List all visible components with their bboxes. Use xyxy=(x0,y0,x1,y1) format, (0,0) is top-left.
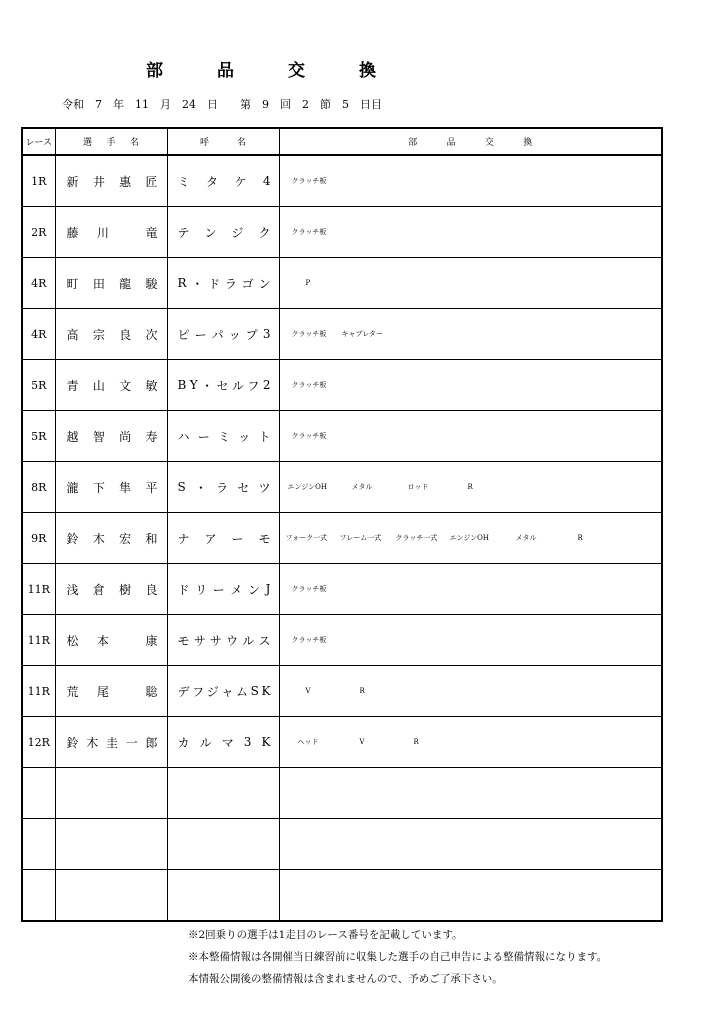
title-char: 換 xyxy=(359,61,376,81)
player-name-char: 松 xyxy=(66,633,79,648)
header-char: 手 xyxy=(106,138,116,148)
race-number: 11R xyxy=(22,666,55,717)
part-item: フレーム一式 xyxy=(339,534,382,542)
parts-list xyxy=(279,819,662,870)
player-name-char: 青 xyxy=(66,378,79,393)
call-name-char: 2 xyxy=(262,378,271,392)
player-name-char: 駿 xyxy=(145,276,158,291)
title-char: 品 xyxy=(217,61,234,81)
part-item: R xyxy=(577,534,583,542)
player-name-char: 倉 xyxy=(92,582,105,597)
player-name-char: 木 xyxy=(86,735,99,750)
race-number xyxy=(22,819,55,870)
call-name xyxy=(167,513,279,564)
header-char: 交 xyxy=(484,138,494,148)
call-name-char: ジ xyxy=(206,684,219,699)
player-name-char: 川 xyxy=(96,225,109,240)
player-name-char: 竜 xyxy=(145,225,158,240)
player-name xyxy=(55,870,167,922)
call-name-char: ・ xyxy=(191,276,204,291)
race-number: 2R xyxy=(22,207,55,258)
table-row xyxy=(22,666,662,717)
player-name-char: 聡 xyxy=(145,684,158,699)
header-char: 選 xyxy=(83,138,93,148)
call-name-char: ハ xyxy=(177,429,190,444)
player-name xyxy=(55,819,167,870)
player-name-char: 鈴 xyxy=(66,531,79,546)
player-name-char: 越 xyxy=(66,429,79,444)
part-item: R xyxy=(359,687,365,695)
call-name-char: セ xyxy=(237,480,250,495)
player-name-char: 隼 xyxy=(119,480,132,495)
call-name xyxy=(167,360,279,411)
player-name-char: 良 xyxy=(119,327,132,342)
call-name-char: マ xyxy=(221,735,234,750)
player-name-char: 木 xyxy=(92,531,105,546)
player-name-char: 町 xyxy=(66,276,79,291)
race-number: 11R xyxy=(22,615,55,666)
player-name xyxy=(55,513,167,564)
player-name xyxy=(55,411,167,462)
part-item: V xyxy=(359,738,365,746)
call-name-char: S xyxy=(177,480,186,494)
part-item: ヘッド xyxy=(297,738,319,746)
header-char: 部 xyxy=(408,138,418,148)
call-name-char: ル xyxy=(231,378,244,393)
part-item: クラッチ板 xyxy=(291,177,327,185)
parts-list xyxy=(279,717,662,768)
race-number: 5R xyxy=(22,360,55,411)
player-name-char: 匠 xyxy=(145,174,158,189)
race-number: 9R xyxy=(22,513,55,564)
player-name-char: 荒 xyxy=(66,684,79,699)
player-name-char: 宏 xyxy=(119,531,132,546)
call-name-char: ・ xyxy=(194,480,207,495)
player-name-char: 康 xyxy=(145,633,158,648)
race-number: 5R xyxy=(22,411,55,462)
parts-list xyxy=(279,258,662,309)
parts-list xyxy=(279,615,662,666)
call-name-char: ス xyxy=(258,633,271,648)
parts-list xyxy=(279,768,662,819)
player-name-char: 瀧 xyxy=(66,480,79,495)
header-call xyxy=(167,128,279,155)
header-parts xyxy=(279,128,662,155)
player-name-char: 浅 xyxy=(66,582,79,597)
call-name xyxy=(167,870,279,922)
header-row xyxy=(22,128,662,155)
call-name-char: B xyxy=(177,378,187,392)
call-name-char: セ xyxy=(216,378,229,393)
player-name-char: 鈴 xyxy=(66,735,79,750)
race-number xyxy=(22,768,55,819)
call-name-char: 4 xyxy=(262,174,271,188)
header-char: 品 xyxy=(446,138,456,148)
table-row xyxy=(22,717,662,768)
player-name-char: 高 xyxy=(66,327,79,342)
call-name-char: ア xyxy=(204,531,217,546)
call-name xyxy=(167,155,279,207)
call-name-char: ル xyxy=(242,633,255,648)
player-name-char: 郎 xyxy=(145,735,158,750)
title-char: 交 xyxy=(288,61,305,81)
player-name-char: 新 xyxy=(66,174,79,189)
part-item: キャブレター xyxy=(341,330,383,338)
call-name-char: ミ xyxy=(217,429,230,444)
table-row xyxy=(22,513,662,564)
call-name-char: フ xyxy=(192,684,205,699)
table-body xyxy=(22,155,662,921)
call-name-char: S xyxy=(250,684,259,698)
race-number: 12R xyxy=(22,717,55,768)
player-name-char: 田 xyxy=(92,276,105,291)
player-name xyxy=(55,207,167,258)
call-name-char: R xyxy=(177,276,187,290)
call-name-char: ウ xyxy=(226,633,239,648)
parts-list xyxy=(279,309,662,360)
call-name-char: ー xyxy=(231,531,244,546)
part-item: メタル xyxy=(351,483,373,491)
call-name-char: ラ xyxy=(216,480,229,495)
table-row xyxy=(22,309,662,360)
call-name-char: ー xyxy=(197,429,210,444)
call-name-char: ル xyxy=(199,735,212,750)
table-row xyxy=(22,615,662,666)
table-row xyxy=(22,462,662,513)
call-name-char: ケ xyxy=(234,174,247,189)
notes xyxy=(188,924,607,990)
call-name-char: プ xyxy=(245,327,258,342)
part-item: R xyxy=(413,738,419,746)
table-row xyxy=(22,155,662,207)
part-item: V xyxy=(305,687,311,695)
player-name-char: 次 xyxy=(145,327,158,342)
part-item: ロッド xyxy=(407,483,429,491)
parts-list xyxy=(279,564,662,615)
part-item: クラッチ板 xyxy=(291,381,327,389)
parts-list xyxy=(279,462,662,513)
call-name-char: ン xyxy=(258,276,271,291)
player-name-char: 山 xyxy=(92,378,105,393)
call-name xyxy=(167,666,279,717)
call-name-char: モ xyxy=(177,633,190,648)
call-name-char: テ xyxy=(177,225,190,240)
race-number: 4R xyxy=(22,258,55,309)
parts-list xyxy=(279,360,662,411)
call-name-char: ン xyxy=(248,582,261,597)
date-line: 令和 7 年 11 月 24 日 第 9 回 2 節 5 日目 xyxy=(62,98,382,111)
call-name-char: ラ xyxy=(224,276,237,291)
call-name-char: ナ xyxy=(177,531,190,546)
call-name-char: タ xyxy=(205,174,218,189)
part-item: クラッチ板 xyxy=(291,636,327,644)
parts-exchange-table xyxy=(21,127,663,922)
call-name xyxy=(167,462,279,513)
player-name xyxy=(55,768,167,819)
parts-list xyxy=(279,207,662,258)
race-number: 11R xyxy=(22,564,55,615)
call-name-char: サ xyxy=(209,633,222,648)
call-name-char: ッ xyxy=(238,429,251,444)
player-name xyxy=(55,155,167,207)
player-name-char: 一 xyxy=(125,735,138,750)
player-name xyxy=(55,666,167,717)
player-name-char: 本 xyxy=(96,633,109,648)
player-name xyxy=(55,462,167,513)
call-name xyxy=(167,768,279,819)
call-name-char: モ xyxy=(258,531,271,546)
player-name-char: 圭 xyxy=(105,735,118,750)
race-number: 4R xyxy=(22,309,55,360)
header-char: 名 xyxy=(129,138,139,148)
race-number: 1R xyxy=(22,155,55,207)
call-name xyxy=(167,564,279,615)
note-line: 本情報公開後の整備情報は含まれませんので、予めご了承下さい。 xyxy=(188,973,503,985)
header-char: 名 xyxy=(236,138,246,148)
player-name-char: 惠 xyxy=(119,174,132,189)
player-name-char: 寿 xyxy=(145,429,158,444)
player-name xyxy=(55,309,167,360)
call-name-char: ・ xyxy=(201,378,214,393)
part-item: エンジンOH xyxy=(287,483,327,491)
call-name-char: ゴ xyxy=(241,276,254,291)
page-title xyxy=(146,56,376,81)
player-name-char: 平 xyxy=(145,480,158,495)
parts-list xyxy=(279,666,662,717)
player-name-char: 藤 xyxy=(66,225,79,240)
player-name-char: 尚 xyxy=(119,429,132,444)
call-name-char: カ xyxy=(177,735,190,750)
table-row xyxy=(22,768,662,819)
table-row xyxy=(22,870,662,922)
part-item: クラッチ板 xyxy=(291,432,327,440)
call-name-char: ミ xyxy=(177,174,190,189)
table-row xyxy=(22,819,662,870)
player-name xyxy=(55,564,167,615)
part-item: P xyxy=(305,279,311,287)
race-number xyxy=(22,870,55,922)
call-name-char: ト xyxy=(258,429,271,444)
table-row xyxy=(22,207,662,258)
player-name-char: 宗 xyxy=(92,327,105,342)
part-item: R xyxy=(467,483,473,491)
call-name xyxy=(167,819,279,870)
player-name-char: 良 xyxy=(145,582,158,597)
call-name xyxy=(167,615,279,666)
call-name-char: Y xyxy=(189,378,198,392)
note-line: ※2回乗りの選手は1走目のレース番号を記載しています。 xyxy=(188,929,463,941)
call-name-char: パ xyxy=(211,327,224,342)
call-name xyxy=(167,411,279,462)
player-name-char: 敏 xyxy=(145,378,158,393)
player-name-char: 下 xyxy=(92,480,105,495)
player-name-char: 智 xyxy=(92,429,105,444)
player-name-char: 尾 xyxy=(96,684,109,699)
call-name-char: ャ xyxy=(221,684,234,699)
call-name-char: リ xyxy=(195,582,208,597)
part-item: エンジンOH xyxy=(449,534,489,542)
call-name-char: ド xyxy=(177,582,190,597)
table-row xyxy=(22,564,662,615)
player-name xyxy=(55,717,167,768)
call-name-char: 3 xyxy=(243,735,252,749)
part-item: フォーク一式 xyxy=(285,534,328,542)
call-name-char: ッ xyxy=(228,327,241,342)
race-number: 8R xyxy=(22,462,55,513)
call-name-char: ピ xyxy=(177,327,190,342)
call-name xyxy=(167,309,279,360)
parts-list xyxy=(279,155,662,207)
call-name-char: フ xyxy=(247,378,260,393)
call-name-char: ー xyxy=(194,327,207,342)
call-name xyxy=(167,258,279,309)
call-name-char: ム xyxy=(236,684,249,699)
title-char: 部 xyxy=(146,61,163,81)
call-name-char: K xyxy=(261,735,271,749)
player-name-char: 井 xyxy=(92,174,105,189)
part-item: クラッチ板 xyxy=(291,585,327,593)
header-char: 呼 xyxy=(200,138,210,148)
player-name xyxy=(55,615,167,666)
call-name xyxy=(167,717,279,768)
player-name-char: 和 xyxy=(145,531,158,546)
call-name xyxy=(167,207,279,258)
parts-list xyxy=(279,513,662,564)
player-name-char: 文 xyxy=(119,378,132,393)
note-line: ※本整備情報は各開催当日練習前に収集した選手の自己申告による整備情報になります。 xyxy=(188,951,608,963)
part-item: クラッチ一式 xyxy=(395,534,438,542)
player-name xyxy=(55,258,167,309)
call-name-char: 3 xyxy=(262,327,271,341)
call-name-char: ー xyxy=(212,582,225,597)
call-name-char: J xyxy=(265,582,271,596)
player-name-char: 龍 xyxy=(119,276,132,291)
call-name-char: ツ xyxy=(258,480,271,495)
call-name-char: ン xyxy=(204,225,217,240)
table-row xyxy=(22,411,662,462)
part-item: クラッチ板 xyxy=(291,330,327,338)
player-name-char: 樹 xyxy=(119,582,132,597)
call-name-char: K xyxy=(261,684,271,698)
call-name-char: ジ xyxy=(231,225,244,240)
header-player xyxy=(55,128,167,155)
part-item: メタル xyxy=(515,534,537,542)
table-row xyxy=(22,360,662,411)
header-char: 換 xyxy=(523,138,533,148)
table-row xyxy=(22,258,662,309)
parts-list xyxy=(279,411,662,462)
player-name xyxy=(55,360,167,411)
parts-list xyxy=(279,870,662,922)
call-name-char: デ xyxy=(177,684,190,699)
call-name-char: メ xyxy=(230,582,243,597)
call-name-char: サ xyxy=(193,633,206,648)
call-name-char: ク xyxy=(258,225,271,240)
part-item: クラッチ板 xyxy=(291,228,327,236)
call-name-char: ド xyxy=(208,276,221,291)
header-race: レース xyxy=(22,128,55,155)
